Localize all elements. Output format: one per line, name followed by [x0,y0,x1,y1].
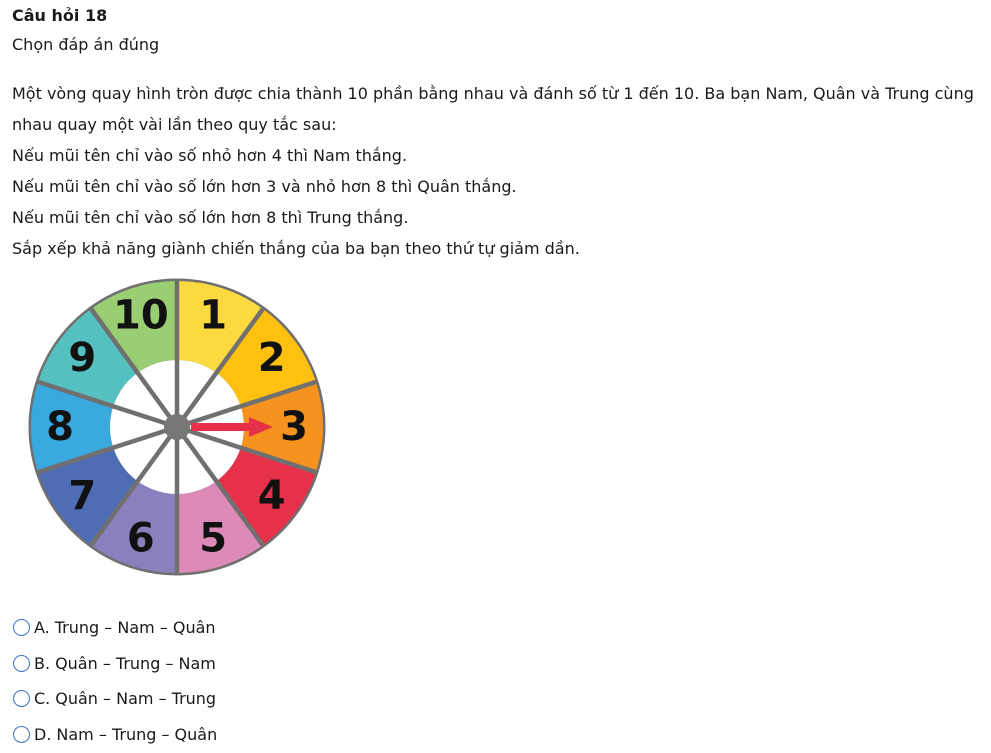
wheel-number-4: 4 [257,472,286,519]
option-c[interactable] [12,681,217,717]
option-b[interactable] [12,646,217,682]
radio-b[interactable] [13,655,30,672]
wheel-number-3: 3 [280,404,308,450]
option-letter: C. [34,689,51,709]
wheel-number-8: 8 [46,404,74,450]
option-text: Nam – Trung – Quân [56,724,218,744]
option-text: Quân – Nam – Trung [55,689,217,709]
radio-c[interactable] [13,690,30,707]
option-letter: A. [34,618,50,638]
radio-a[interactable] [13,619,30,636]
option-text: Trung – Nam – Quân [54,618,216,638]
option-letter: D. [34,724,52,744]
question-paragraph: Sắp xếp khả năng giành chiến thắng của ba bạn theo thứ tự giảm dần. [12,239,580,258]
question-paragraph: Nếu mũi tên chỉ vào số nhỏ hơn 4 thì Nam thắng. [12,146,408,165]
option-text: Quân – Trung – Nam [55,653,216,673]
question-instruction: Chọn đáp án đúng [12,35,160,54]
spinner-wheel-figure [24,274,330,580]
question-paragraph: Một vòng quay hình tròn được chia thành 10 phần bằng nhau và đánh số từ 1 đến 10. Ba bạn Nam, Quân và Trung cùng nhau quay một vài lần theo quy tắc sau: [12,84,974,134]
wheel-number-5: 5 [199,515,228,562]
wheel-hub [164,414,190,440]
question-text [12,78,980,264]
wheel-number-9: 9 [68,335,97,382]
question-paragraph: Nếu mũi tên chỉ vào số lớn hơn 8 thì Trung thắng. [12,208,409,227]
option-a[interactable] [12,610,217,646]
wheel-number-7: 7 [68,472,97,519]
option-letter: B. [34,653,51,673]
answer-options [12,610,217,752]
question-paragraph: Nếu mũi tên chỉ vào số lớn hơn 3 và nhỏ hơn 8 thì Quân thắng. [12,177,517,196]
wheel-number-2: 2 [257,335,286,382]
spinner-wheel [24,274,330,580]
wheel-number-10: 10 [113,292,169,339]
wheel-number-1: 1 [199,292,228,339]
wheel-number-6: 6 [126,515,155,562]
option-d[interactable] [12,717,217,753]
radio-d[interactable] [13,726,30,743]
question-title: Câu hỏi 18 [12,6,108,25]
